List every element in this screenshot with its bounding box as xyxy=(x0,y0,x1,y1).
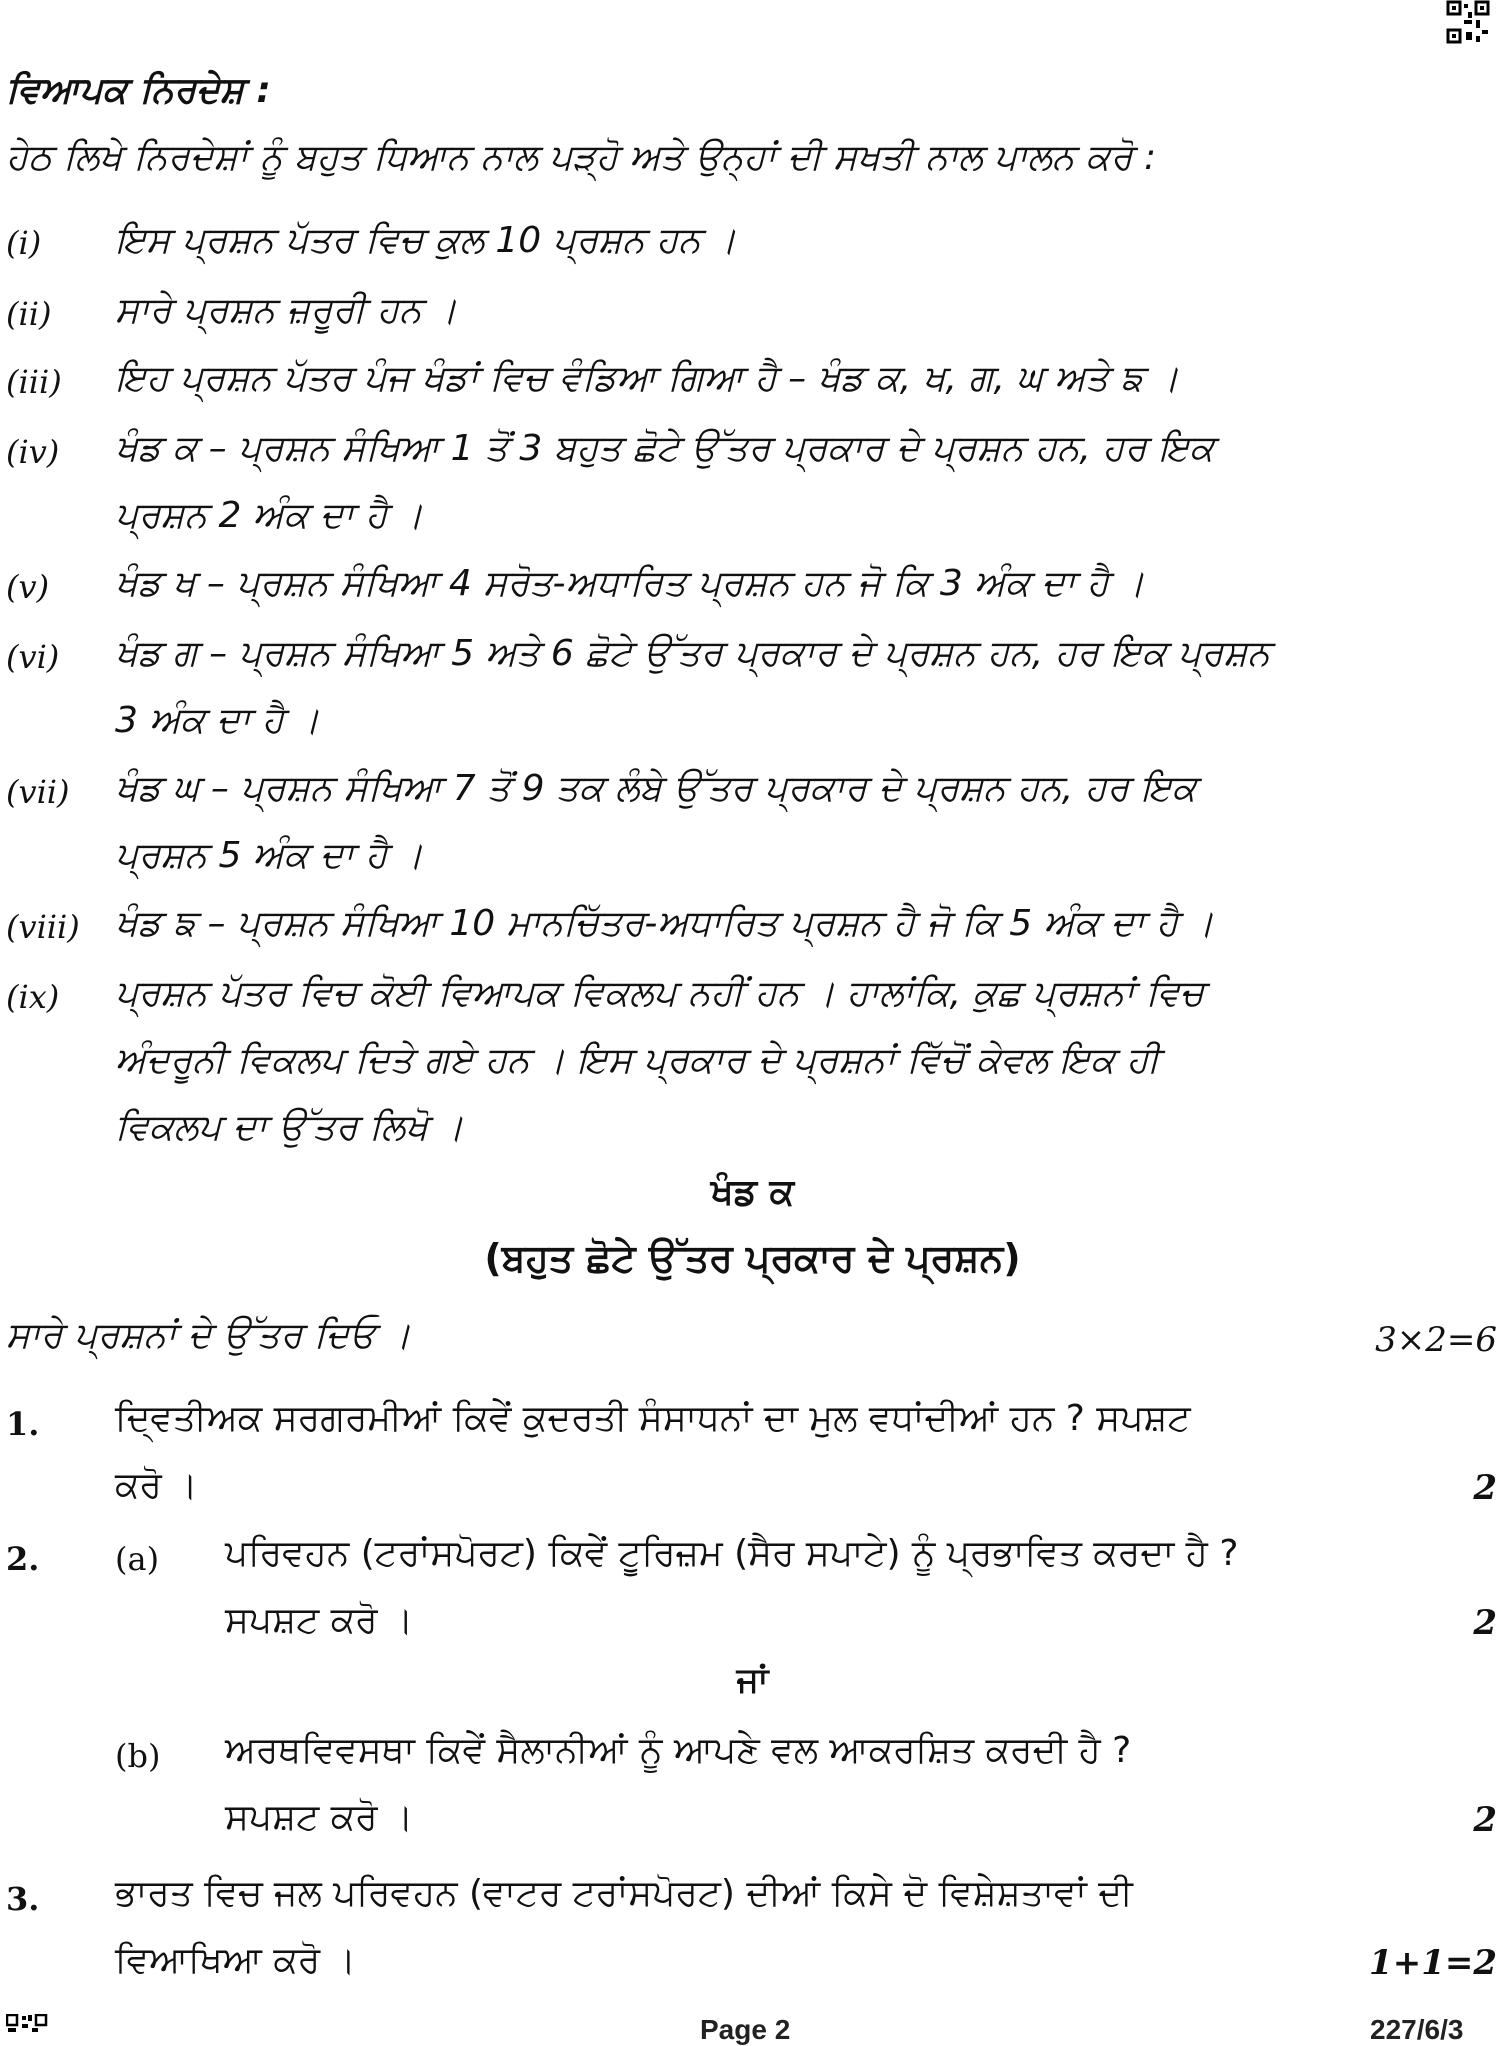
instruction-text: ਇਸ ਪ੍ਰਸ਼ਨ ਪੱਤਰ ਵਿਚ ਕੁਲ 10 ਪ੍ਰਸ਼ਨ ਹਨ । xyxy=(115,220,737,261)
instruction-number: (viii) xyxy=(6,908,80,946)
section-subtitle: (ਬਹੁਤ ਛੋਟੇ ਉੱਤਰ ਪ੍ਰਕਾਰ ਦੇ ਪ੍ਰਸ਼ਨ) xyxy=(484,1236,1021,1280)
section-title: ਖੰਡ ਕ xyxy=(710,1172,795,1213)
instruction-text: ਪ੍ਰਸ਼ਨ 2 ਅੰਕ ਦਾ ਹੈ । xyxy=(115,495,424,536)
page-number: Page 2 xyxy=(700,2014,791,2045)
instruction-text: ਵਿਕਲਪ ਦਾ ਉੱਤਰ ਲਿਖੋ । xyxy=(115,1107,464,1148)
question-marks: 2 xyxy=(1473,1468,1497,1508)
section-total-marks: 3×2=6 xyxy=(1375,1320,1497,1360)
question-text: ਸਪਸ਼ਟ ਕਰੋ । xyxy=(225,1797,414,1838)
instruction-number: (ii) xyxy=(6,295,52,333)
question-text: ਸਪਸ਼ਟ ਕਰੋ । xyxy=(225,1600,414,1641)
question-number: 1. xyxy=(6,1405,40,1443)
instruction-text: ਖੰਡ ਕ – ਪ੍ਰਸ਼ਨ ਸੰਖਿਆ 1 ਤੋਂ 3 ਬਹੁਤ ਛੋਟੇ ਉੱਤਰ ਪ੍ਰਕਾਰ ਦੇ ਪ੍ਰਸ਼ਨ ਹਨ, ਹਰ ਇਕ xyxy=(115,428,1214,469)
instruction-text: 3 ਅੰਕ ਦਾ ਹੈ । xyxy=(115,700,320,741)
question-marks: 1+1=2 xyxy=(1369,1943,1497,1983)
question-text: ਦ੍ਵਿਤੀਅਕ ਸਰਗਰਮੀਆਂ ਕਿਵੇਂ ਕੁਦਰਤੀ ਸੰਸਾਧਨਾਂ ਦਾ ਮੁਲ ਵਧਾਂਦੀਆਂ ਹਨ ? ਸਪਸ਼ਟ xyxy=(115,1398,1191,1439)
instruction-text: ਖੰਡ ਗ – ਪ੍ਰਸ਼ਨ ਸੰਖਿਆ 5 ਅਤੇ 6 ਛੋਟੇ ਉੱਤਰ ਪ੍ਰਕਾਰ ਦੇ ਪ੍ਰਸ਼ਨ ਹਨ, ਹਰ ਇਕ ਪ੍ਰਸ਼ਨ xyxy=(115,633,1270,674)
instruction-number: (vii) xyxy=(6,773,70,811)
option-label: (a) xyxy=(115,1540,160,1578)
instructions-intro: ਹੇਠ ਲਿਖੇ ਨਿਰਦੇਸ਼ਾਂ ਨੂੰ ਬਹੁਤ ਧਿਆਨ ਨਾਲ ਪੜ੍ਹੋ ਅਤੇ ਉਨ੍ਹਾਂ ਦੀ ਸਖਤੀ ਨਾਲ ਪਾਲਨ ਕਰੋ : xyxy=(6,137,1157,178)
question-marks: 2 xyxy=(1473,1800,1497,1840)
instruction-number: (ix) xyxy=(6,978,60,1016)
paper-code: 227/6/3 xyxy=(1370,2014,1464,2045)
instruction-text: ਇਹ ਪ੍ਰਸ਼ਨ ਪੱਤਰ ਪੰਜ ਖੰਡਾਂ ਵਿਚ ਵੰਡਿਆ ਗਿਆ ਹੈ – ਖੰਡ ਕ, ਖ, ਗ, ਘ ਅਤੇ ਙ । xyxy=(115,358,1180,399)
option-label: (b) xyxy=(115,1737,161,1775)
qr-code-icon xyxy=(6,2014,50,2034)
instruction-number: (iii) xyxy=(6,363,62,401)
qr-code-icon xyxy=(1446,0,1490,44)
question-text: ਕਰੋ । xyxy=(115,1465,198,1506)
instruction-number: (i) xyxy=(6,224,42,262)
instruction-text: ਪ੍ਰਸ਼ਨ ਪੱਤਰ ਵਿਚ ਕੋਈ ਵਿਆਪਕ ਵਿਕਲਪ ਨਹੀਂ ਹਨ । ਹਾਲਾਂਕਿ, ਕੁਛ ਪ੍ਰਸ਼ਨਾਂ ਵਿਚ xyxy=(115,973,1205,1014)
question-number: 3. xyxy=(6,1880,40,1918)
or-separator: ਜਾਂ xyxy=(736,1660,769,1700)
instruction-text: ਖੰਡ ਘ – ਪ੍ਰਸ਼ਨ ਸੰਖਿਆ 7 ਤੋਂ 9 ਤਕ ਲੰਬੇ ਉੱਤਰ ਪ੍ਰਕਾਰ ਦੇ ਪ੍ਰਸ਼ਨ ਹਨ, ਹਰ ਇਕ xyxy=(115,768,1197,809)
instruction-text: ਅੰਦਰੂਨੀ ਵਿਕਲਪ ਦਿਤੇ ਗਏ ਹਨ । ਇਸ ਪ੍ਰਕਾਰ ਦੇ ਪ੍ਰਸ਼ਨਾਂ ਵਿੱਚੋਂ ਕੇਵਲ ਇਕ ਹੀ xyxy=(115,1040,1160,1081)
instruction-number: (iv) xyxy=(6,433,60,471)
question-number: 2. xyxy=(6,1540,40,1578)
instruction-text: ਸਾਰੇ ਪ੍ਰਸ਼ਨ ਜ਼ਰੂਰੀ ਹਨ । xyxy=(115,290,458,331)
question-text: ਪਰਿਵਹਨ (ਟਰਾਂਸਪੋਰਟ) ਕਿਵੇਂ ਟੂਰਿਜ਼ਮ (ਸੈਰ ਸਪਾਟੇ) ਨੂੰ ਪ੍ਰਭਾਵਿਤ ਕਰਦਾ ਹੈ ? xyxy=(225,1533,1239,1574)
instruction-number: (v) xyxy=(6,568,50,606)
question-text: ਅਰਥਵਿਵਸਥਾ ਕਿਵੇਂ ਸੈਲਾਨੀਆਂ ਨੂੰ ਆਪਣੇ ਵਲ ਆਕਰਸ਼ਿਤ ਕਰਦੀ ਹੈ ? xyxy=(225,1730,1132,1771)
instruction-number: (vi) xyxy=(6,638,60,676)
instruction-text: ਖੰਡ ਙ – ਪ੍ਰਸ਼ਨ ਸੰਖਿਆ 10 ਮਾਨਚਿੱਤਰ-ਅਧਾਰਿਤ ਪ੍ਰਸ਼ਨ ਹੈ ਜੋ ਕਿ 5 ਅੰਕ ਦਾ ਹੈ । xyxy=(115,903,1214,944)
section-instruction: ਸਾਰੇ ਪ੍ਰਸ਼ਨਾਂ ਦੇ ਉੱਤਰ ਦਿਓ । xyxy=(6,1315,411,1356)
question-text: ਭਾਰਤ ਵਿਚ ਜਲ ਪਰਿਵਹਨ (ਵਾਟਰ ਟਰਾਂਸਪੋਰਟ) ਦੀਆਂ ਕਿਸੇ ਦੋ ਵਿਸ਼ੇਸ਼ਤਾਵਾਂ ਦੀ xyxy=(115,1873,1133,1914)
question-text: ਵਿਆਖਿਆ ਕਰੋ । xyxy=(115,1940,356,1981)
question-marks: 2 xyxy=(1473,1603,1497,1643)
instruction-text: ਖੰਡ ਖ – ਪ੍ਰਸ਼ਨ ਸੰਖਿਆ 4 ਸਰੋਤ-ਅਧਾਰਿਤ ਪ੍ਰਸ਼ਨ ਹਨ ਜੋ ਕਿ 3 ਅੰਕ ਦਾ ਹੈ । xyxy=(115,563,1145,604)
instructions-title: ਵਿਆਪਕ ਨਿਰਦੇਸ਼ : xyxy=(6,70,271,111)
instruction-text: ਪ੍ਰਸ਼ਨ 5 ਅੰਕ ਦਾ ਹੈ । xyxy=(115,835,424,876)
